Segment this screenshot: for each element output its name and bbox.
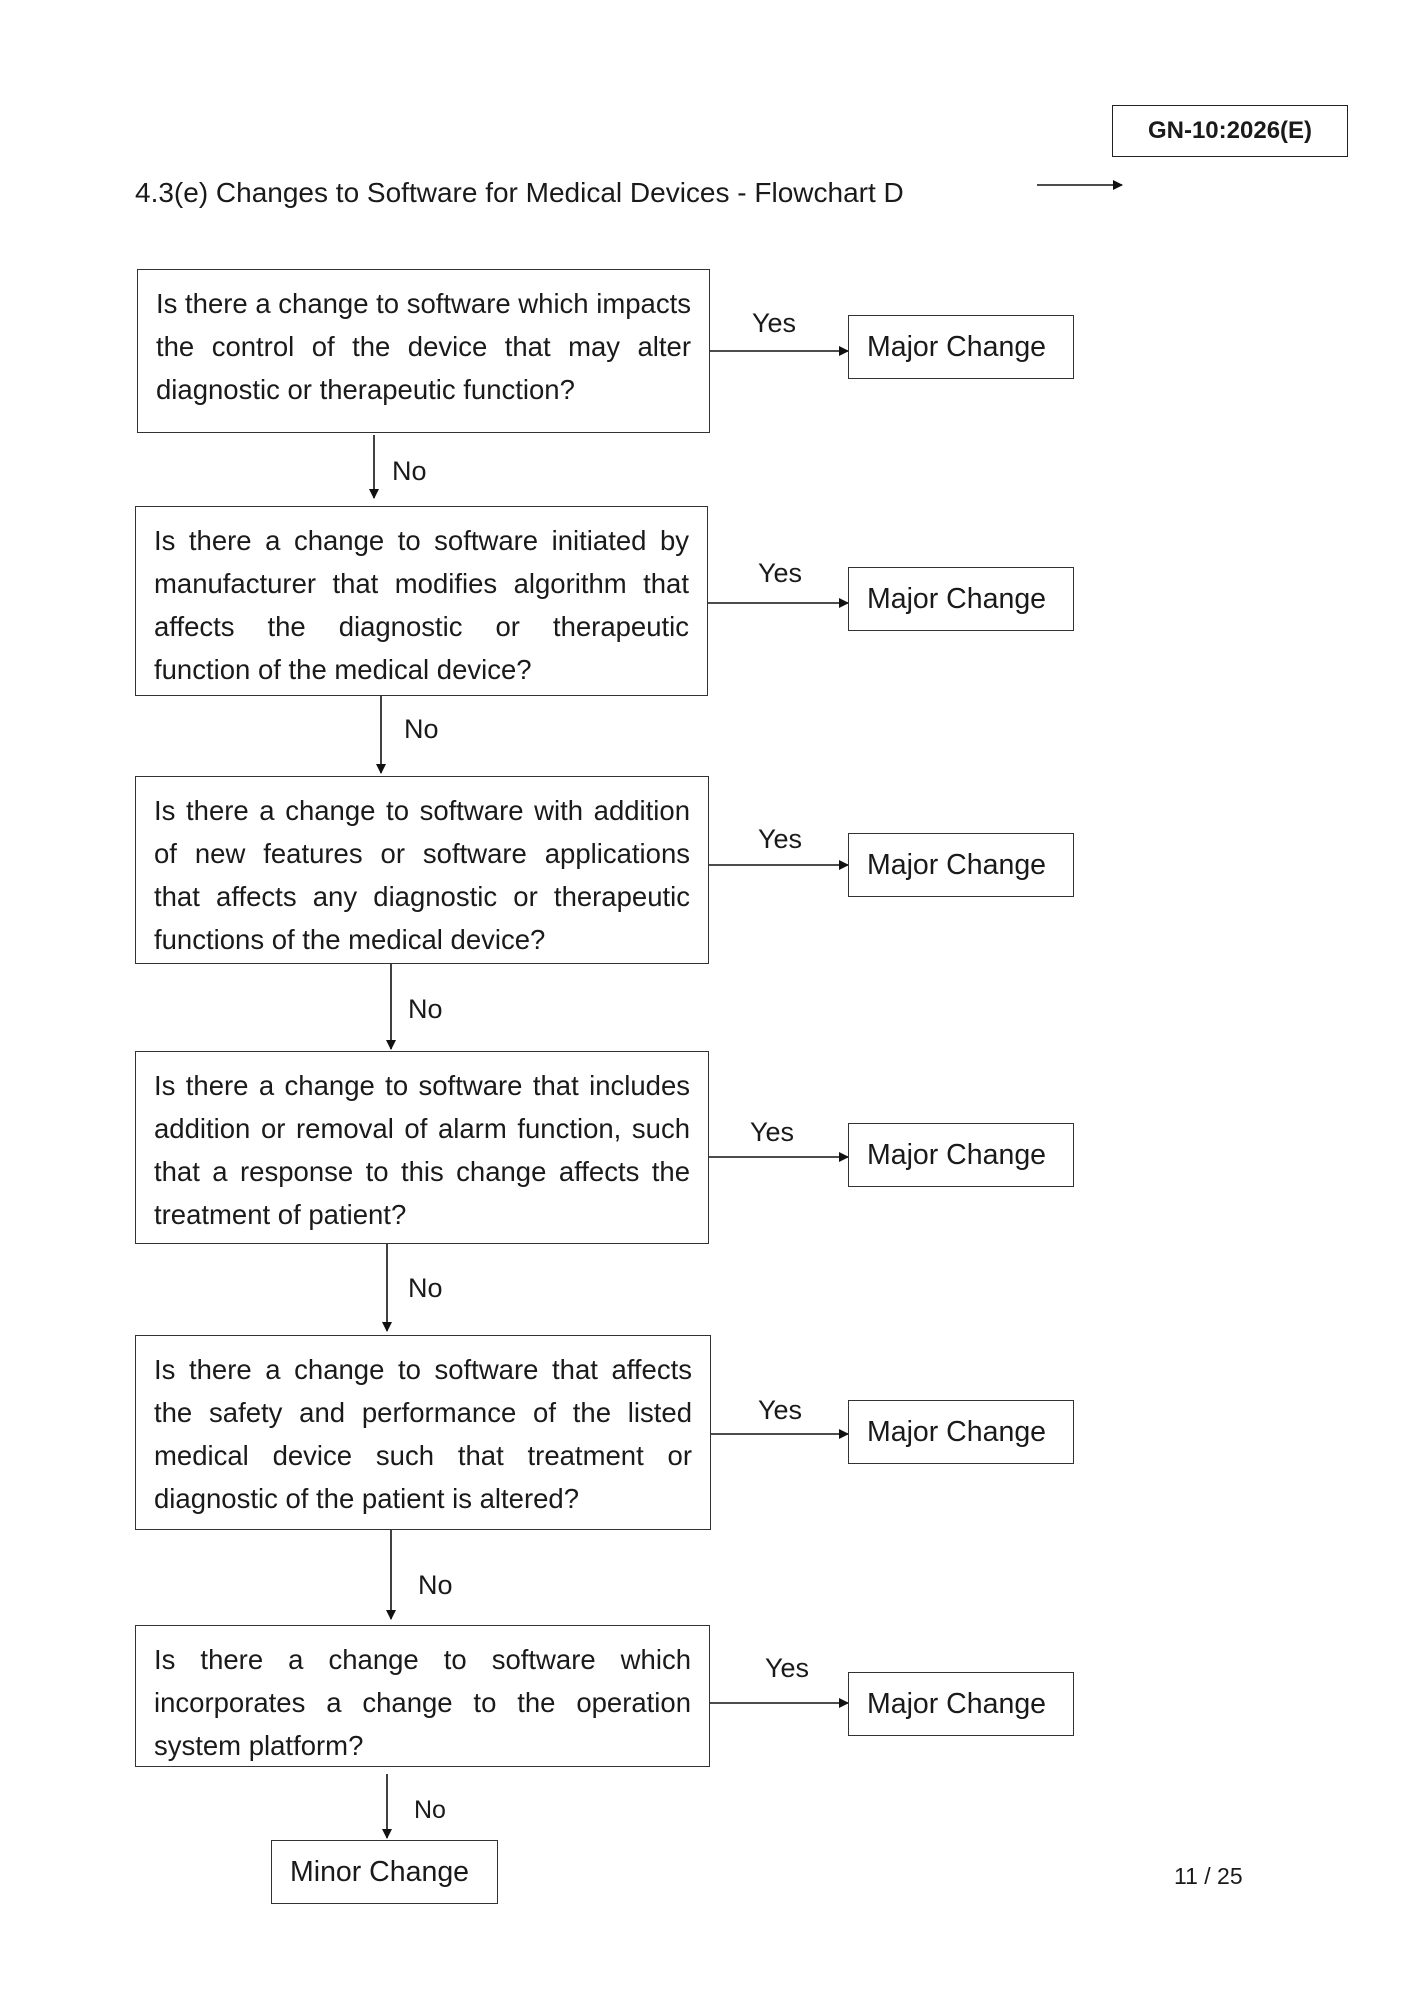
yes-label-4: Yes bbox=[750, 1117, 795, 1147]
major-change-box-1: Major Change bbox=[848, 315, 1074, 379]
yes-label-6: Yes bbox=[765, 1653, 810, 1683]
yes-label-5: Yes bbox=[758, 1395, 803, 1425]
no-label-2: No bbox=[404, 714, 439, 744]
no-label-3: No bbox=[408, 994, 443, 1024]
question-box-4: Is there a change to software that includes addition or removal of alarm function, such that a response to this change affects the treatment of patient? bbox=[135, 1051, 709, 1244]
major-change-box-4: Major Change bbox=[848, 1123, 1074, 1187]
no-label-6: No bbox=[414, 1796, 446, 1824]
question-box-5: Is there a change to software that affects the safety and performance of the listed medical device such that treatment or diagnostic of the patient is altered? bbox=[135, 1335, 711, 1530]
question-box-1: Is there a change to software which impacts the control of the device that may alter diagnostic or therapeutic function? bbox=[137, 269, 710, 433]
question-box-3: Is there a change to software with addition of new features or software applications that affects any diagnostic or therapeutic functions of the medical device? bbox=[135, 776, 709, 964]
no-label-1: No bbox=[392, 456, 427, 486]
yes-label-1: Yes bbox=[752, 308, 797, 338]
no-label-5: No bbox=[418, 1570, 453, 1600]
major-change-box-5: Major Change bbox=[848, 1400, 1074, 1464]
page-number: 11 / 25 bbox=[1174, 1863, 1243, 1889]
yes-label-3: Yes bbox=[758, 824, 803, 854]
question-box-2: Is there a change to software initiated by manufacturer that modifies algorithm that affects the diagnostic or therapeutic function of the medical device? bbox=[135, 506, 708, 696]
major-change-box-2: Major Change bbox=[848, 567, 1074, 631]
major-change-box-6: Major Change bbox=[848, 1672, 1074, 1736]
document-code: GN-10:2026(E) bbox=[1112, 105, 1348, 157]
yes-label-2: Yes bbox=[758, 558, 803, 588]
section-title: 4.3(e) Changes to Software for Medical Devices - Flowchart D bbox=[135, 177, 904, 208]
no-label-4: No bbox=[408, 1273, 443, 1303]
minor-change-box: Minor Change bbox=[271, 1840, 498, 1904]
question-box-6: Is there a change to software which incorporates a change to the operation system platform? bbox=[135, 1625, 710, 1767]
major-change-box-3: Major Change bbox=[848, 833, 1074, 897]
